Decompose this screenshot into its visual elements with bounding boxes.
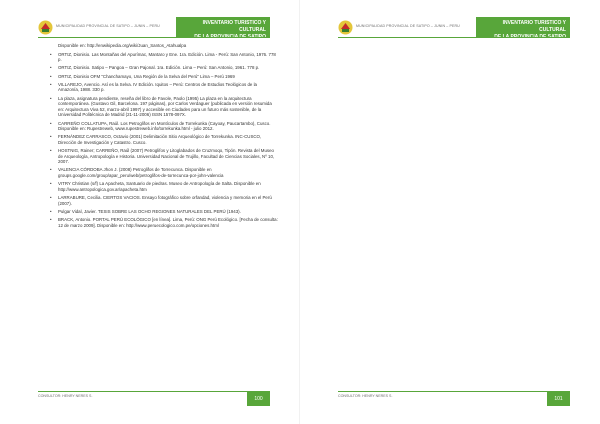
bullet-icon: • xyxy=(50,120,52,126)
header-divider xyxy=(338,37,570,38)
reference-item xyxy=(50,96,278,118)
header-title xyxy=(176,17,270,37)
references-list xyxy=(50,43,278,231)
reference-lead: Disponible en: http://enwikipedia.org/wiki/Juan_Santos_Atahualpa xyxy=(58,43,187,48)
header-title-line1: INVENTARIO TURISTICO Y CULTURAL xyxy=(502,20,566,33)
page-number: 101 xyxy=(547,392,570,406)
footer-consultant: CONSULTOR: HENRY NERES S. xyxy=(38,394,93,398)
municipal-logo-icon xyxy=(38,20,53,35)
reference-item xyxy=(50,52,278,63)
reference-item xyxy=(50,148,278,165)
bullet-icon: • xyxy=(50,95,52,101)
bullet-icon: • xyxy=(50,73,52,79)
reference-text: La plaza, asignatura pendiente, reseña del libro de Favole, Paolo (1995) La plaza en la arquitectura contemporánea. (Gustavo Gil, Barcelona. 197 páginas), por Carlos Verdaguer (publicada en versión resumida en: Arquitectura Viva 52, marzo-abril 1997) y accesible en Ciudades para un futuro más sostenible, de la Universidad Politécnica de Madrid (21-11-2006) ISSN 1578-097X. xyxy=(58,95,272,118)
reference-text: CARREÑO COLLATUPA, Raúl. Los Petroglifos en Montículos de Torrekunka (Cayoay, Paucartambo), Cusco. Disponible en: Rupestreweb, www.rupestreweb.info/torrekunka.html - julio 2012. xyxy=(58,120,271,132)
reference-item xyxy=(50,195,278,206)
reference-item xyxy=(50,82,278,93)
reference-text: HOSTNIG, Rainer; CARREÑO, Raúl (2007) Petroglifos y Litoglabados de Cruzmoqo, Tipón. Revista del Museo de Arqueología, Antropología e Historia. Universidad Nacional de Trujillo, Facultad de Ciencias Sociales, Nº 10, 2007. xyxy=(58,148,275,165)
reference-items xyxy=(50,52,278,229)
reference-text: ORTIZ, Dionisio OFM "Chanchamayo, Una Región de la Selva del Perú" Lima – Perú 1969 xyxy=(58,73,235,79)
bullet-icon: • xyxy=(50,65,52,71)
header-title xyxy=(476,17,570,37)
reference-text: VILLAREJO, Avencio. Así es la Selva. IV Edición. Iquitos – Perú: Centros de Estudios Teológicos de la Amazonía, 1988. 330 p. xyxy=(58,81,257,93)
page-right xyxy=(300,0,600,424)
reference-item xyxy=(50,65,278,71)
header-subtitle: MUNICIPALIDAD PROVINCIAL DE SATIPO – JUNIN – PERU xyxy=(356,24,460,28)
reference-item xyxy=(50,134,278,145)
bullet-icon: • xyxy=(50,195,52,200)
reference-item xyxy=(50,74,278,80)
page-number: 100 xyxy=(247,392,270,406)
bullet-icon: • xyxy=(50,208,52,214)
reference-item xyxy=(50,121,278,132)
reference-text: VALENCIA CÓRDOBA Jhon J. (2008) Petroglifos de Torrecunca. Disponible en groups.google.com/group/apar_peru/web/petroglifos-de-torrecunca-por-john-valencia xyxy=(58,167,224,179)
reference-item xyxy=(50,167,278,178)
bullet-icon: • xyxy=(50,167,52,173)
header-title-line1: INVENTARIO TURISTICO Y CULTURAL xyxy=(202,20,266,33)
footer-divider xyxy=(338,391,570,392)
reference-text: ORTIZ, Dionisio. Satipo – Pangoa – Gran Pajonal. 1ra. Edición. Lima – Perú: San Antonio, 1961. 778 p. xyxy=(58,65,260,71)
reference-text: BRACK, Antonio. PORTAL PERÚ ECOLÓGICO [en línea]. Lima, Perú: ONG Perú Ecológico. [Fecha de consulta: 12 de marzo 2009]. Disponible en: http://www.peruecologico.com.pe/opciones.html xyxy=(58,216,278,228)
reference-text: ORTIZ, Dionisio. Las Montañas del Apurímac, Mantaro y Ene. 1ra. Edición. Lima - Perú: San Antonio, 1976. 778 p. xyxy=(58,51,276,63)
bullet-icon: • xyxy=(50,181,52,187)
bullet-icon: • xyxy=(50,148,52,154)
reference-text: LARRABURE, Cecilia. CIERTOS VACIOS. Ensayo fotográfico sobre orfandad, violencia y memoria en el Perú (2007). xyxy=(58,195,272,206)
bullet-icon: • xyxy=(50,81,52,87)
header-subtitle: MUNICIPALIDAD PROVINCIAL DE SATIPO – JUNIN – PERU xyxy=(56,24,160,28)
footer-consultant: CONSULTOR: HENRY NERES S. xyxy=(338,394,393,398)
bullet-icon: • xyxy=(50,134,52,140)
reference-item xyxy=(50,181,278,192)
municipal-logo-icon xyxy=(338,20,353,35)
reference-item xyxy=(50,217,278,228)
bullet-icon: • xyxy=(50,216,52,222)
reference-text: VITRY Christian (s/f) La Apacheta, Santuario de piedras. Museo de Antropología de Salta. Disponible en http://www.antropologica.gov.ar/apacheta.htm xyxy=(58,181,261,192)
reference-item xyxy=(50,209,278,215)
bullet-icon: • xyxy=(50,51,52,57)
reference-text: FERNÁNDEZ CARRASCO, Octavio (2001) Delimitación Sitio Arqueológico de Torrekunka. INC-CUSCO, Dirección de Investigación y Catastro. Cusco. xyxy=(58,134,262,145)
footer-divider xyxy=(38,391,270,392)
header-divider xyxy=(38,37,270,38)
reference-text: Pulgar Vidal, Javier. TESIS SOBRE LAS OCHO REGIONES NATURALES DEL PERÚ (1943). xyxy=(58,208,241,214)
